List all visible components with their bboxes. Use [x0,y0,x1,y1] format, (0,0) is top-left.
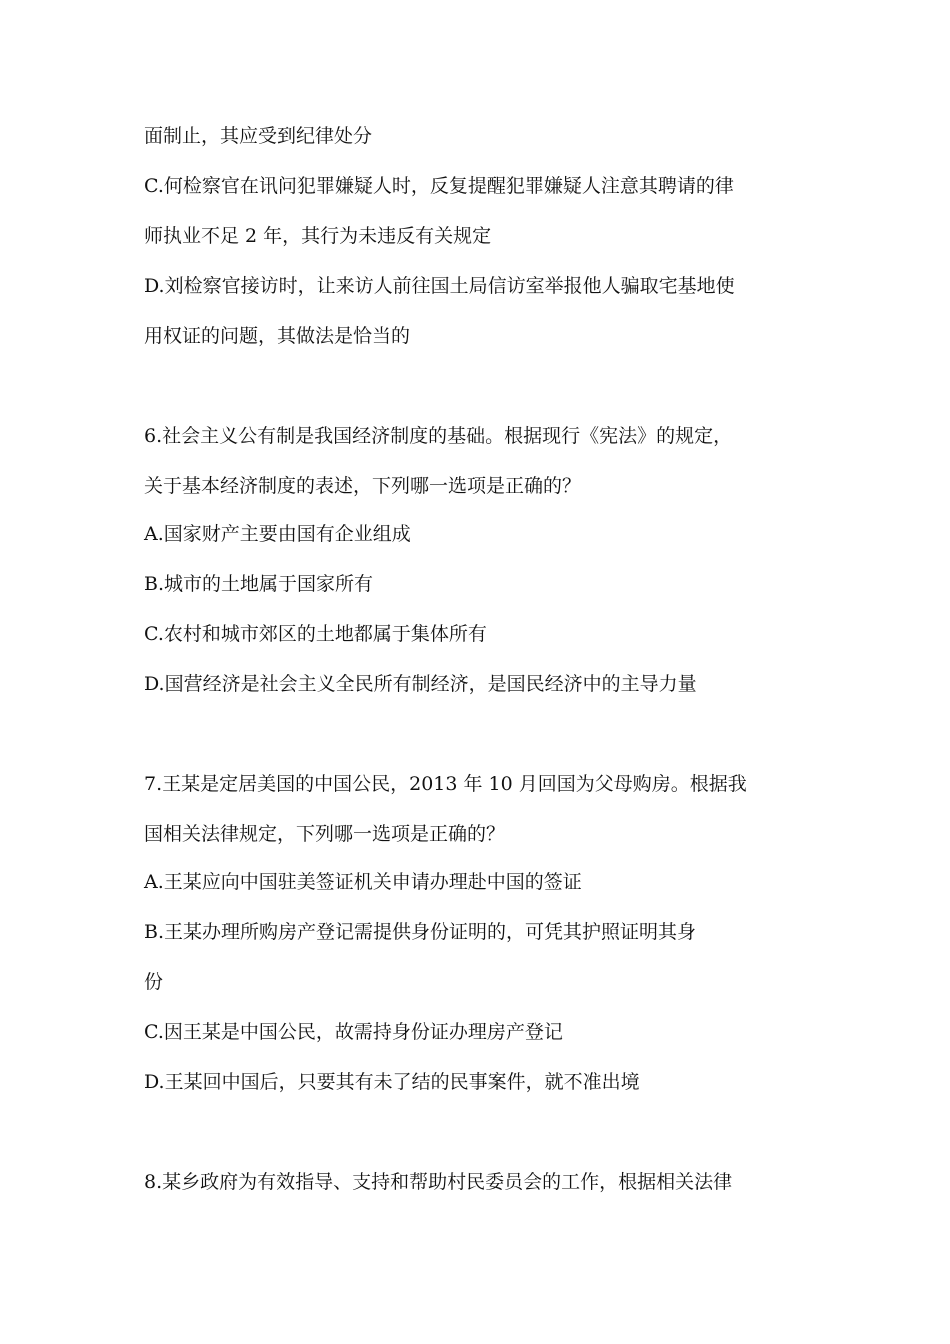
text-line: 国相关法律规定，下列哪一选项是正确的？ [144,823,506,845]
question-8: 8.某乡政府为有效指导、支持和帮助村民委员会的工作，根据相关法律 [144,1171,733,1193]
question-7: 7.王某是定居美国的中国公民，2013 年 10 月回国为父母购房。根据我 [144,773,747,795]
option-a-line: A.国家财产主要由国有企业组成 [144,523,411,545]
option-d-line: D.刘检察官接访时，让来访人前往国土局信访室举报他人骗取宅基地使 [144,275,735,297]
question-6: 6.社会主义公有制是我国经济制度的基础。根据现行《宪法》的规定， [144,425,733,447]
option-c-line: C.农村和城市郊区的土地都属于集体所有 [144,623,487,645]
text-line: 关于基本经济制度的表述，下列哪一选项是正确的？ [144,475,582,497]
text-line: 师执业不足 2 年，其行为未违反有关规定 [144,225,492,247]
option-d-line: D.国营经济是社会主义全民所有制经济，是国民经济中的主导力量 [144,673,697,695]
text-line: 用权证的问题，其做法是恰当的 [144,325,411,347]
option-c-line: C.何检察官在讯问犯罪嫌疑人时，反复提醒犯罪嫌疑人注意其聘请的律 [144,175,734,197]
option-a-line: A.王某应向中国驻美签证机关申请办理赴中国的签证 [144,871,582,893]
option-d-line: D.王某回中国后，只要其有未了结的民事案件，就不准出境 [144,1071,640,1093]
option-b-line: B.城市的土地属于国家所有 [144,573,374,595]
option-b-line: B.王某办理所购房产登记需提供身份证明的，可凭其护照证明其身 [144,921,697,943]
option-c-line: C.因王某是中国公民，故需持身份证办理房产登记 [144,1021,563,1043]
text-line: 份 [144,971,164,993]
text-line: 面制止，其应受到纪律处分 [144,125,373,147]
